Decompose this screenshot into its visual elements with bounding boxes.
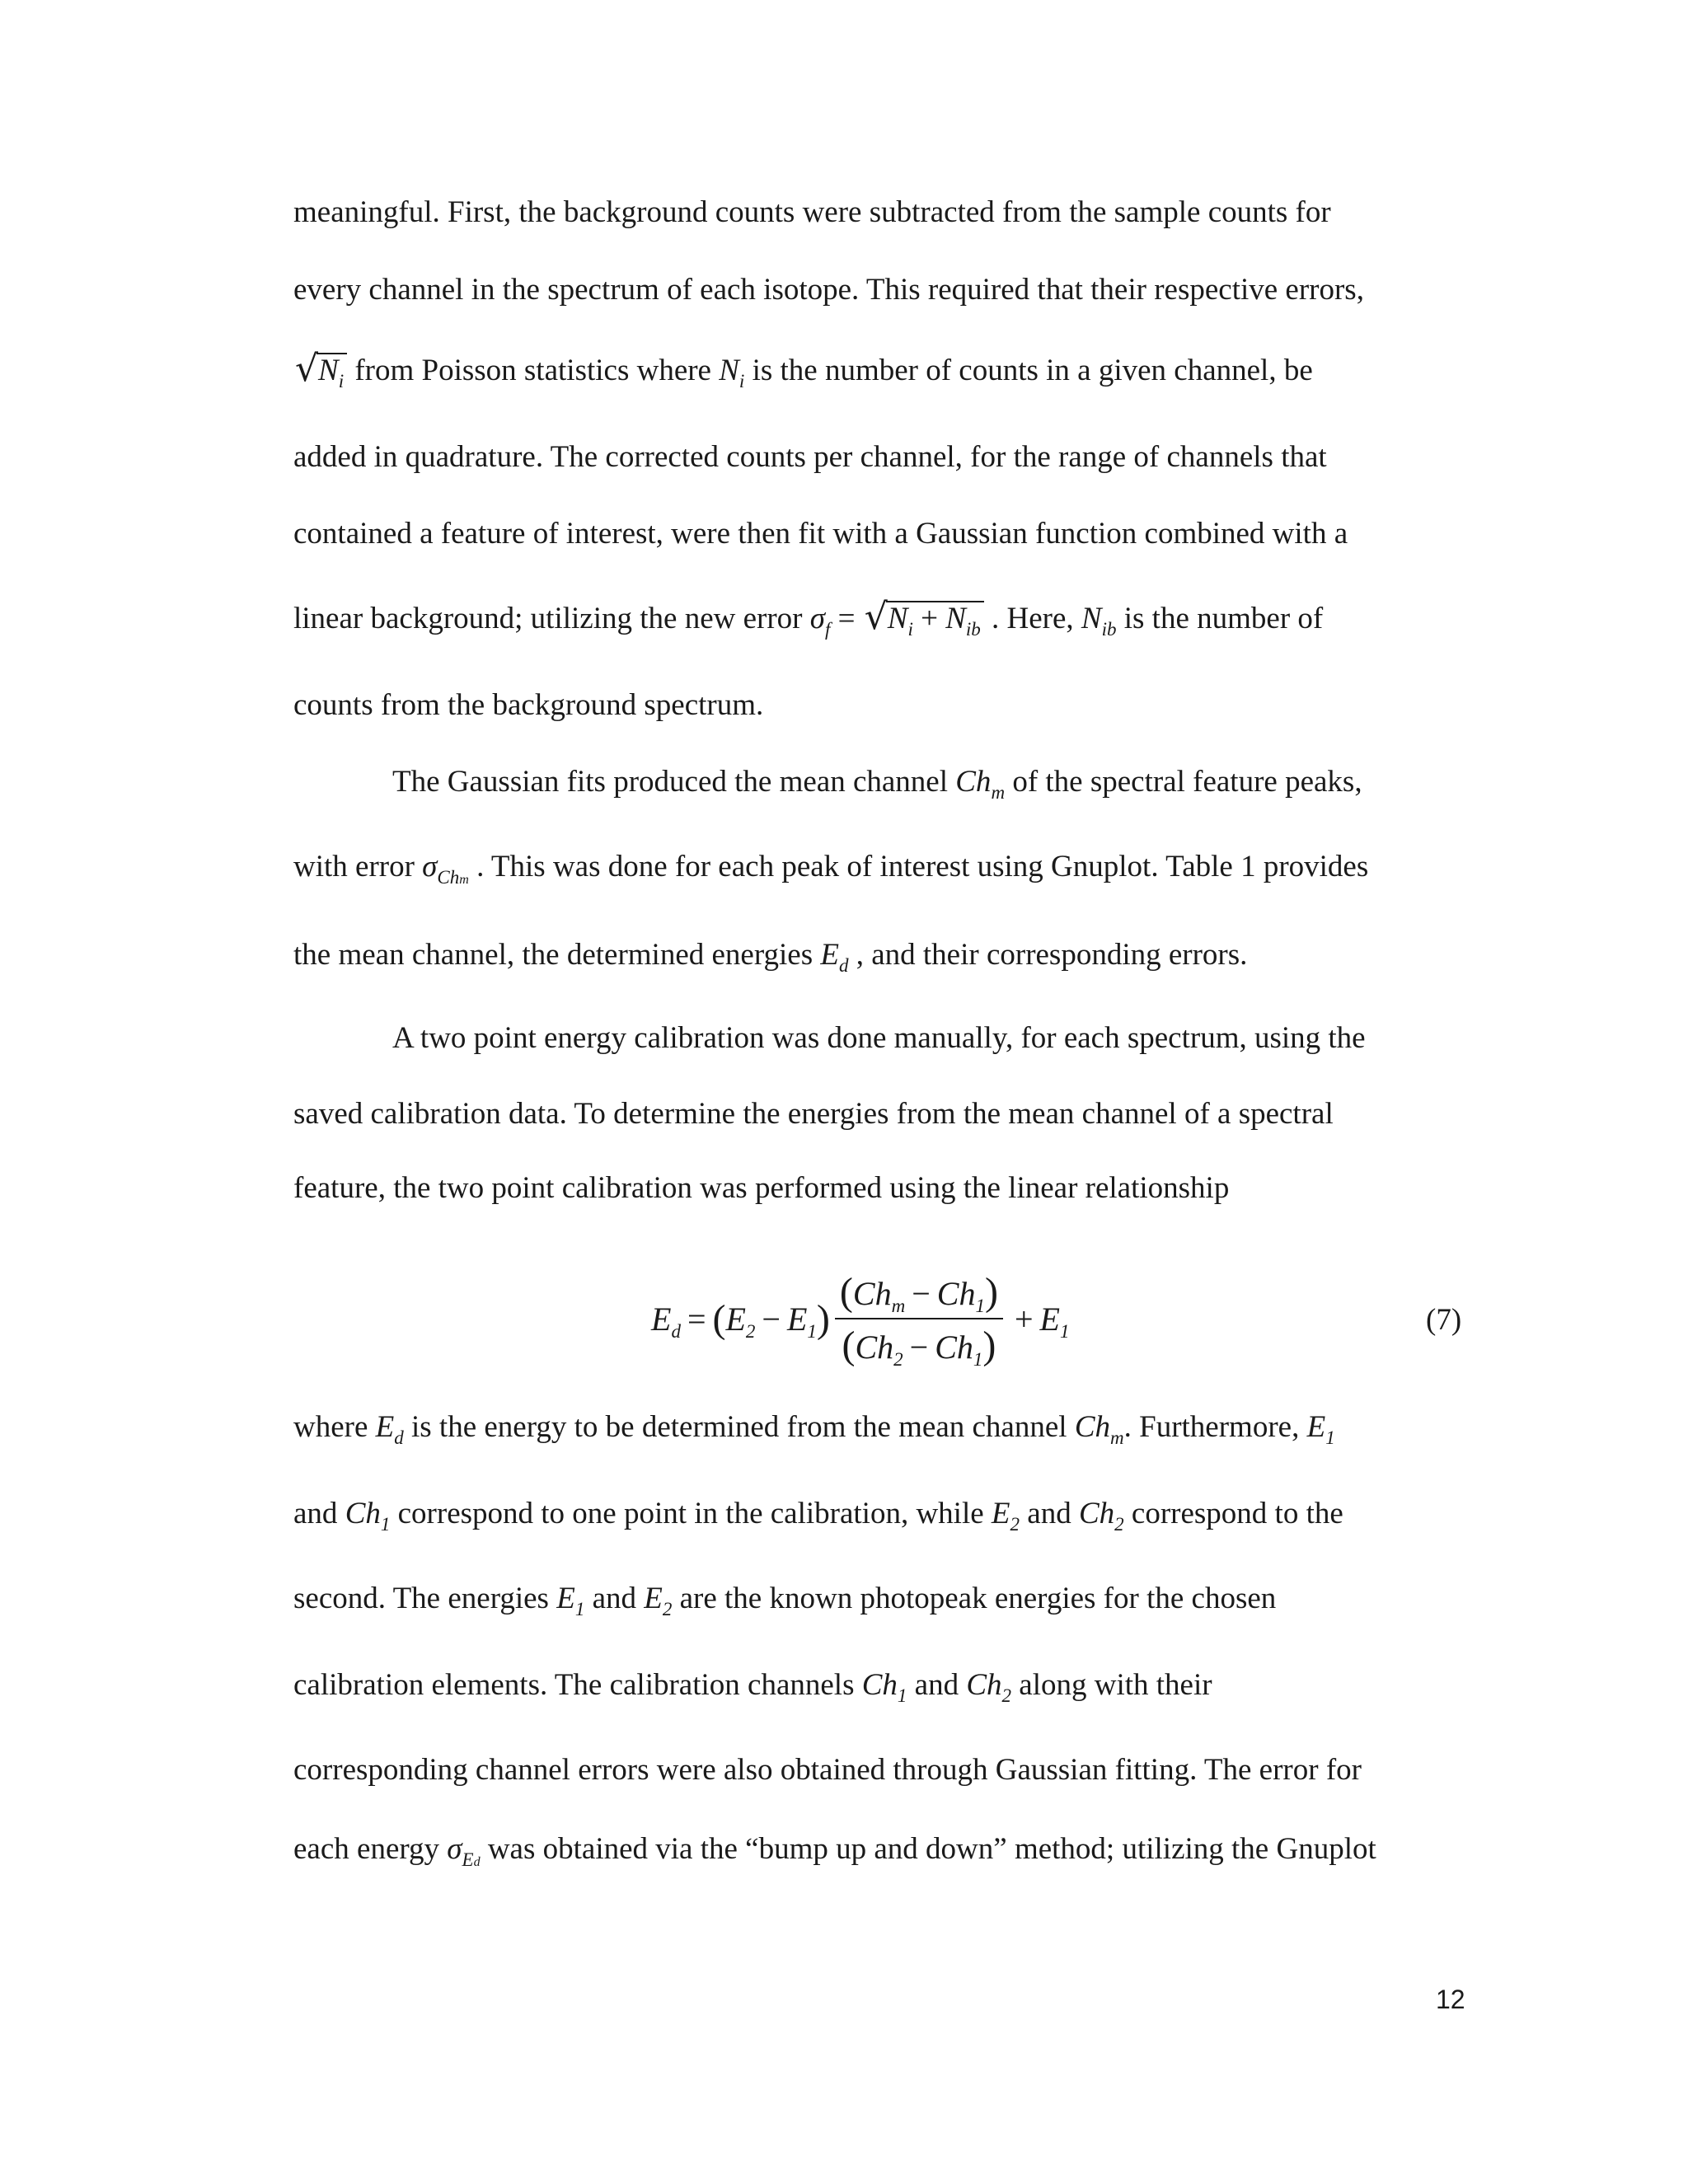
math-ed: $E_d$ [820,938,849,976]
math-chm: $Ch_m$ [1074,1410,1124,1448]
math-sigma-f: $\sigma_f$ = √ $N_i + N_{ib}$ [810,602,984,635]
text-line: √ $N_i$ from Poisson statistics where $N_i$ is the number of counts in a given channel, be [295,348,1313,391]
math-e2: $E_2$ [644,1582,673,1619]
text-line: added in quadrature. The corrected counts per channel, for the range of channels that [293,440,1327,474]
math-e1: $E_1$ [1306,1410,1335,1448]
text-line: A two point energy calibration was done manually, for each spectrum, using the [392,1021,1366,1055]
text-line: linear background; utilizing the new error $\sigma_f$ = √ $N_i + N_{ib}$ . Here, $N_{ib}$ is the number of [293,596,1324,640]
text-line: corresponding channel errors were also obtained through Gaussian fitting. The error for [293,1753,1362,1787]
text-line: meaningful. First, the background counts were subtracted from the sample counts for [293,195,1331,229]
math-chm: $Ch_m$ [955,765,1006,803]
math-ch2: $Ch_2$ [966,1668,1012,1706]
equation-number: (7) [1426,1303,1462,1337]
page-number: 12 [1436,1985,1465,2014]
text-line: contained a feature of interest, were then fit with a Gaussian function combined with a [293,517,1348,551]
math-e2: $E_2$ [991,1497,1020,1535]
text-line: calibration elements. The calibration channels $Ch_1$ and $Ch_2$ along with their [293,1668,1212,1706]
text-line: where $E_d$ is the energy to be determined from the mean channel $Ch_m$. Furthermore, $E_1$ [293,1410,1335,1448]
math-nib: $N_{ib}$ [1081,602,1117,640]
text-line: The Gaussian fits produced the mean channel $Ch_m$ of the spectral feature peaks, [392,765,1362,803]
math-ed: $E_d$ [375,1410,404,1448]
text-line: counts from the background spectrum. [293,688,764,722]
text-line: feature, the two point calibration was performed using the linear relationship [293,1171,1230,1205]
math-sigma-chm: $\sigma_{Chm}$ [422,850,469,888]
sqrt-ni: √ $N_i$ [295,353,347,389]
text-line: the mean channel, the determined energies $E_d$ , and their corresponding errors. [293,938,1248,976]
text-line: and $Ch_1$ correspond to one point in the calibration, while $E_2$ and $Ch_2$ correspond to the [293,1497,1343,1535]
math-ch1: $Ch_1$ [861,1668,907,1706]
math-ch1: $Ch_1$ [345,1497,391,1535]
text-line: each energy $\sigma_{Ed}$ was obtained via the “bump up and down” method; utilizing the Gnuplot [293,1832,1376,1870]
text-line: second. The energies $E_1$ and $E_2$ are the known photopeak energies for the chosen [293,1582,1277,1619]
text-line: every channel in the spectrum of each isotope. This required that their respective errors, [293,273,1364,307]
math-ch2: $Ch_2$ [1078,1497,1124,1535]
text-line: saved calibration data. To determine the energies from the mean channel of a spectral [293,1097,1334,1131]
math-ni: $N_i$ [719,354,745,391]
math-sigma-ed: $\sigma_{Ed}$ [447,1832,481,1870]
math-e1: $E_1$ [556,1582,585,1619]
equation-7: $E_d$ = ( $E_2$ − $E_1$ ) $\frac{(Ch_m - Ch_1)}{(Ch_2 - Ch_1)}$ + $E_1$ [651,1270,1070,1370]
text-line: with error $\sigma_{Chm}$ . This was done for each peak of interest using Gnuplot. Table 1 provides [293,850,1369,888]
